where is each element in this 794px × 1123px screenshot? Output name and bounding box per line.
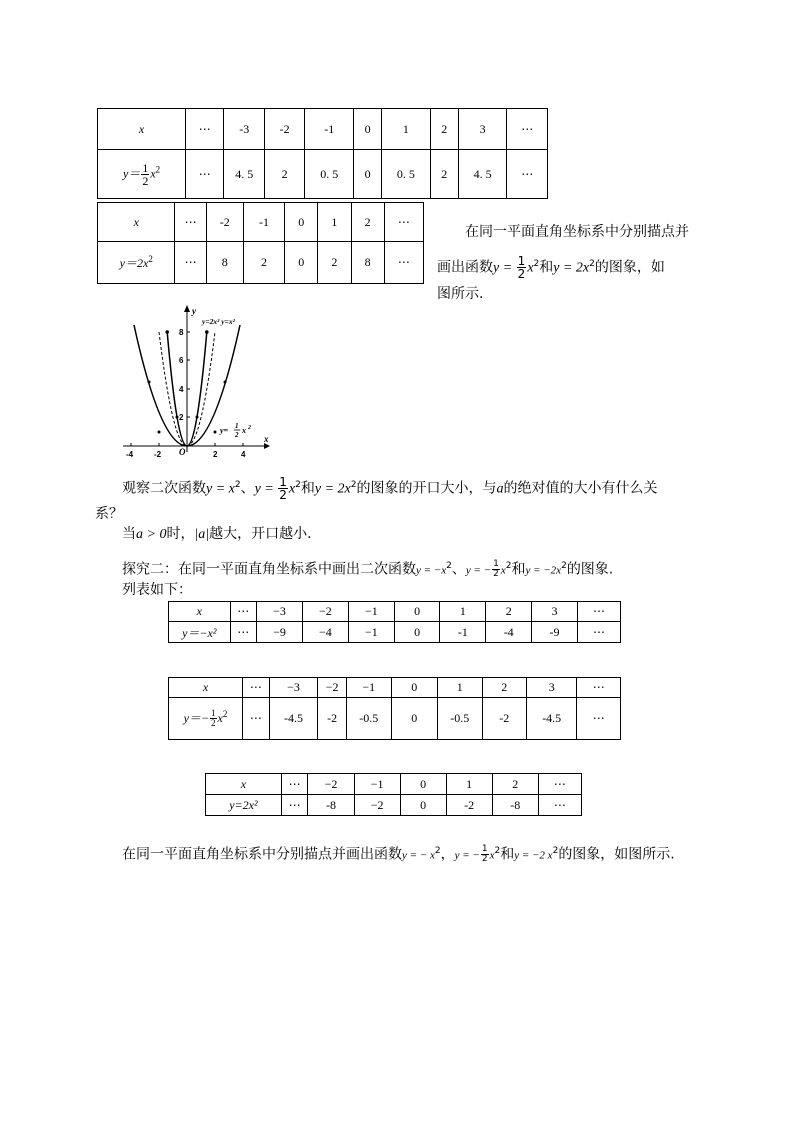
side-text-line1: 在同一平面直角坐标系中分别描点并 [465,224,689,240]
y-tick-label: 2 [179,413,184,422]
cell: ⋯ [577,698,621,740]
cell: -1 [305,109,354,150]
cell: −9 [257,622,303,643]
table-row [169,602,621,622]
cell-x-header: x [169,602,231,622]
cell: 0. 5 [382,150,431,199]
x-tick-label: -4 [126,450,134,459]
cell-x-header: x [206,774,282,795]
cell: ⋯ [186,109,224,150]
cell: ⋯ [577,622,620,643]
cell: 1 [440,602,486,622]
y-tick-label: 8 [179,328,184,337]
cell: −2 [302,602,348,622]
cell: 0 [394,622,440,643]
cell: -0.5 [347,698,392,740]
cell: −2 [308,774,354,795]
cell: 8 [206,242,243,284]
y-tick-label: 4 [179,385,184,394]
cell: ⋯ [384,242,423,284]
x-axis-label: x [264,434,269,444]
cell: ⋯ [507,150,548,199]
side-text-a: 画出函数 [437,259,493,276]
cell: −2 [318,678,347,698]
table-row [98,203,424,242]
cell: 4. 5 [458,150,507,199]
cell: -2 [446,795,492,816]
cell: −3 [269,678,318,698]
cell: −4 [302,622,348,643]
table-2 [97,202,424,284]
cell: ⋯ [507,109,548,150]
cell: 0 [391,698,437,740]
cell: 0 [400,795,446,816]
table-row [98,150,548,199]
cell: −1 [348,622,394,643]
table-row [206,795,582,816]
cell-y-label: y=2x² [206,795,282,816]
cell: -2 [482,698,526,740]
cell: ⋯ [230,622,257,643]
y-axis-label: y [192,306,196,316]
cell: 1 [318,203,351,242]
cell: -8 [308,795,354,816]
cell: ⋯ [242,678,269,698]
cell: 1 [437,678,482,698]
cell: -2 [318,698,347,740]
cell-x-header: x [169,678,243,698]
cell: 2 [492,774,538,795]
x-tick-label: -2 [154,450,162,459]
table-5 [205,773,582,816]
cell-y-label: y＝−x² [169,622,231,643]
cell: 0 [285,242,318,284]
cell: 1 [446,774,492,795]
para3: 探究二：在同一平面直角坐标系中画出二次函数$y = -x^2$、y = − $\frac{1}{2}$ $x^2$和$y = -2x^2$的图象. [122,559,614,580]
cell: 0. 5 [305,150,354,199]
cell: ⋯ [577,678,621,698]
curve-label-bottom [219,422,251,439]
cell: 0 [391,678,437,698]
table-1 [97,108,548,199]
cell-y-label: y＝− $\frac{1}{2}$ $x^2$ [169,698,243,740]
cell: 2 [351,203,384,242]
side-eq1: y = [493,260,516,276]
cell: 2 [486,602,532,622]
cell-y-label: $y=2x^2$ [98,242,175,284]
cell: 2 [430,150,458,199]
table-row [169,622,621,643]
cell: 2 [318,242,351,284]
table-3 [168,601,621,643]
cell-x-header: x [98,203,175,242]
cell: -4.5 [526,698,576,740]
cell: -4.5 [269,698,318,740]
cell: −1 [348,602,394,622]
parabola-graph [118,302,278,460]
svg-text:x: x [242,426,246,435]
cell: ⋯ [175,242,206,284]
cell: 2 [482,678,526,698]
y-axis-arrow [184,305,190,312]
cell: ⋯ [175,203,206,242]
svg-text:y=: y= [220,426,229,435]
side-eq2: y = 2x [553,260,590,276]
table-row [98,109,548,150]
cell: 0 [285,203,318,242]
cell: ⋯ [242,698,269,740]
cell: -4 [486,622,532,643]
cell: 3 [458,109,507,150]
cell: 2 [243,242,284,284]
svg-text:1: 1 [235,422,239,430]
cell: −1 [354,774,400,795]
cell: 0 [400,774,446,795]
table-row [169,698,621,740]
cell: 8 [351,242,384,284]
y-tick-label: 6 [179,356,184,365]
cell: 2 [264,150,304,199]
cell-x-header: x [98,109,186,150]
para4: 列表如下： [122,582,192,598]
cell: -1 [440,622,486,643]
cell: ⋯ [186,150,224,199]
cell: ⋯ [281,774,308,795]
para1-line1: 观察二次函数$y = x^2$、y = $\frac{1}{2}$ $x^2$和$y = 2x^2$的图象的开口大小，与a的绝对值的大小有什么关 [122,475,658,503]
cell: 0 [394,602,440,622]
cell: ⋯ [230,602,257,622]
curve-label-top: y=2x² y=x² [202,317,235,326]
cell: -2 [206,203,243,242]
cell: 4. 5 [224,150,264,199]
cell: -9 [532,622,578,643]
cell: ⋯ [538,774,581,795]
cell: -1 [243,203,284,242]
cell: −3 [257,602,303,622]
side-text-line3: 图所示. [437,286,484,302]
table-row [206,774,582,795]
para5: 在同一平面直角坐标系中分别描点并画出函数y = − $x^2$，y = − $\frac{1}{2}$ $x^2$和y = −2 $x^2$的图象，如图所示. [122,844,675,865]
cell: 2 [430,109,458,150]
cell: -3 [224,109,264,150]
cell: -8 [492,795,538,816]
cell: -0.5 [437,698,482,740]
cell: 0 [354,150,382,199]
cell: ⋯ [281,795,308,816]
table-row [169,678,621,698]
side-text-line2: 画出函数y = $\frac{1}{2}$ $x^2$和$y = 2x^2$的图象，如 [437,254,665,282]
cell: -2 [264,109,304,150]
x-tick-label: 2 [213,450,218,459]
para1-line2: 系？ [95,506,123,522]
svg-text:2: 2 [235,431,239,439]
cell: 3 [532,602,578,622]
cell: 3 [526,678,576,698]
cell-y-label: y＝ $\frac{1}{2}$ $x^2$ [98,150,186,199]
origin-label: O [179,447,186,457]
cell: ⋯ [384,203,423,242]
cell: 1 [382,109,431,150]
table-row [98,242,424,284]
svg-text:2: 2 [248,425,251,431]
cell: −1 [347,678,392,698]
cell: ⋯ [538,795,581,816]
cell: ⋯ [577,602,620,622]
table-4 [168,677,621,740]
para2: 当a > 0时，|a|越大，开口越小. [122,526,312,542]
cell: 0 [354,109,382,150]
x-tick-label: 4 [241,450,246,459]
cell: −2 [354,795,400,816]
